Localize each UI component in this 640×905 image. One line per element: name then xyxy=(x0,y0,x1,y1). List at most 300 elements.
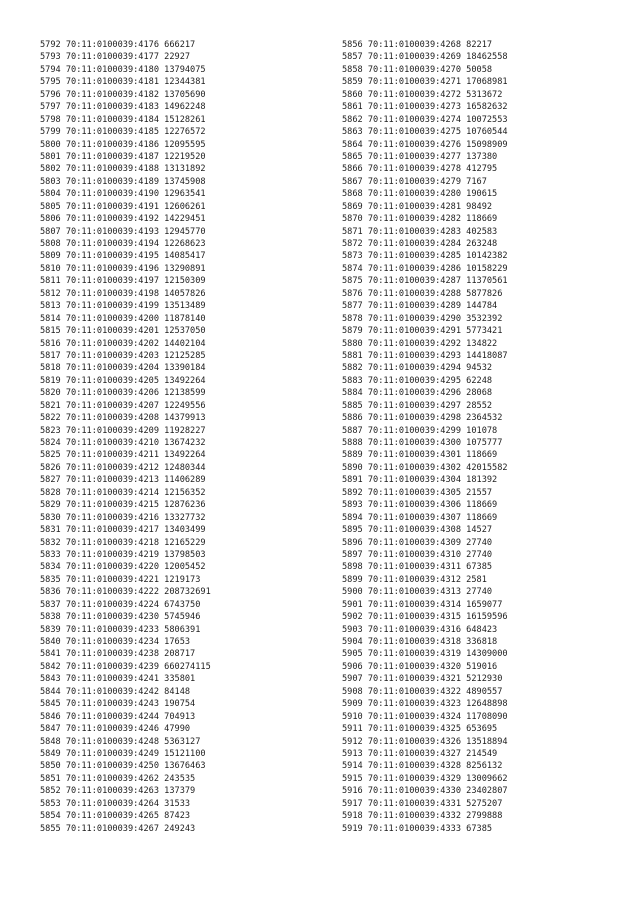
row-value: 190754 xyxy=(164,699,196,710)
cadastral-number: 70:11:0100039:4281 xyxy=(367,201,461,212)
table-row xyxy=(342,474,508,486)
table-row xyxy=(40,412,211,424)
row-index: 5807 xyxy=(40,226,61,237)
row-index: 5878 xyxy=(342,313,363,324)
row-value: 13403499 xyxy=(164,525,206,536)
table-row xyxy=(40,51,211,63)
row-index: 5879 xyxy=(342,326,363,337)
row-index: 5840 xyxy=(40,637,61,647)
cadastral-number: 70:11:0100039:4308 xyxy=(367,525,461,536)
table-row xyxy=(342,586,508,598)
cadastral-number: 70:11:0100039:4213 xyxy=(65,475,159,486)
cadastral-number: 70:11:0100039:4313 xyxy=(367,587,461,598)
row-index: 5857 xyxy=(342,52,363,63)
table-row xyxy=(342,437,508,449)
row-index: 5829 xyxy=(40,500,61,511)
row-index: 5845 xyxy=(40,699,61,710)
table-row xyxy=(40,549,211,561)
row-value: 5363127 xyxy=(164,736,201,747)
table-row xyxy=(342,810,508,822)
row-index: 5915 xyxy=(342,773,363,784)
row-value: 84148 xyxy=(164,686,191,697)
row-value: 11370561 xyxy=(466,276,508,287)
row-value: 13745908 xyxy=(164,176,206,187)
row-index: 5826 xyxy=(40,462,61,473)
cadastral-number: 70:11:0100039:4295 xyxy=(367,375,461,386)
row-value: 7167 xyxy=(466,176,487,187)
row-value: 21557 xyxy=(466,487,493,498)
table-row xyxy=(342,313,508,325)
row-index: 5883 xyxy=(342,375,363,386)
row-index: 5804 xyxy=(40,189,61,200)
row-value: 13390184 xyxy=(164,363,206,374)
cadastral-number: 70:11:0100039:4332 xyxy=(367,811,461,822)
row-value: 12095595 xyxy=(164,139,206,150)
row-index: 5853 xyxy=(40,798,61,809)
cadastral-number: 70:11:0100039:4279 xyxy=(367,176,461,187)
row-index: 5899 xyxy=(342,574,363,585)
row-value: 13518894 xyxy=(466,736,508,747)
table-row xyxy=(342,773,508,785)
table-row xyxy=(40,499,211,511)
table-row xyxy=(40,561,211,573)
table-row xyxy=(40,760,211,772)
cadastral-number: 70:11:0100039:4291 xyxy=(367,326,461,337)
row-value: 15128261 xyxy=(164,114,206,125)
table-row xyxy=(342,188,508,200)
row-index: 5886 xyxy=(342,413,363,424)
row-value: 13794075 xyxy=(164,64,206,75)
row-index: 5835 xyxy=(40,574,61,585)
row-index: 5850 xyxy=(40,761,61,772)
row-value: 648423 xyxy=(466,624,498,635)
cadastral-number: 70:11:0100039:4287 xyxy=(367,276,461,287)
row-value: 5877826 xyxy=(466,288,503,299)
row-index: 5851 xyxy=(40,773,61,784)
row-index: 5916 xyxy=(342,786,363,797)
table-row xyxy=(342,425,508,437)
row-index: 5894 xyxy=(342,512,363,523)
row-value: 5745946 xyxy=(164,612,201,623)
row-index: 5880 xyxy=(342,338,363,349)
row-value: 12276572 xyxy=(164,127,206,138)
cadastral-number: 70:11:0100039:4302 xyxy=(367,462,461,473)
row-index: 5849 xyxy=(40,748,61,759)
table-row xyxy=(342,263,508,275)
row-value: 13513489 xyxy=(164,301,206,312)
row-value: 13131892 xyxy=(164,164,206,175)
row-value: 704913 xyxy=(164,711,196,722)
row-value: 10158229 xyxy=(466,263,508,274)
cadastral-number: 70:11:0100039:4263 xyxy=(65,786,159,797)
cadastral-number: 70:11:0100039:4324 xyxy=(367,711,461,722)
row-value: 118669 xyxy=(466,214,498,225)
row-value: 208717 xyxy=(164,649,196,660)
table-row xyxy=(342,101,508,113)
table-row xyxy=(40,263,211,275)
table-row xyxy=(342,462,508,474)
cadastral-number: 70:11:0100039:4320 xyxy=(367,661,461,672)
row-index: 5858 xyxy=(342,64,363,75)
table-row xyxy=(342,524,508,536)
row-value: 660274115 xyxy=(164,661,211,672)
table-row xyxy=(342,213,508,225)
row-value: 3532392 xyxy=(466,313,503,324)
row-value: 134822 xyxy=(466,338,498,349)
row-value: 31533 xyxy=(164,798,191,809)
cadastral-number: 70:11:0100039:4284 xyxy=(367,239,461,249)
row-value: 13492264 xyxy=(164,450,206,461)
row-index: 5824 xyxy=(40,438,61,448)
row-index: 5903 xyxy=(342,624,363,635)
row-value: 5806391 xyxy=(164,624,201,635)
cadastral-number: 70:11:0100039:4276 xyxy=(367,139,461,150)
cadastral-number: 70:11:0100039:4211 xyxy=(65,450,159,461)
row-index: 5869 xyxy=(342,201,363,212)
row-value: 12150309 xyxy=(164,276,206,287)
row-value: 263248 xyxy=(466,239,498,249)
row-index: 5862 xyxy=(342,114,363,125)
row-index: 5893 xyxy=(342,500,363,511)
table-row xyxy=(342,89,508,101)
cadastral-number: 70:11:0100039:4283 xyxy=(367,226,461,237)
row-index: 5842 xyxy=(40,661,61,672)
table-row xyxy=(40,238,211,250)
row-value: 18462558 xyxy=(466,52,508,63)
row-value: 11406289 xyxy=(164,475,206,486)
row-index: 5846 xyxy=(40,711,61,722)
table-row xyxy=(40,126,211,138)
row-value: 101078 xyxy=(466,425,498,436)
row-index: 5889 xyxy=(342,450,363,461)
row-index: 5871 xyxy=(342,226,363,237)
row-index: 5815 xyxy=(40,326,61,337)
cadastral-number: 70:11:0100039:4180 xyxy=(65,64,159,75)
row-value: 12606261 xyxy=(164,201,206,212)
table-row xyxy=(40,723,211,735)
cadastral-number: 70:11:0100039:4208 xyxy=(65,413,159,424)
cadastral-number: 70:11:0100039:4314 xyxy=(367,599,461,610)
cadastral-number: 70:11:0100039:4277 xyxy=(367,151,461,162)
row-index: 5794 xyxy=(40,64,61,75)
cadastral-number: 70:11:0100039:4333 xyxy=(367,823,461,834)
row-index: 5912 xyxy=(342,736,363,747)
table-row xyxy=(40,537,211,549)
table-row xyxy=(342,748,508,760)
table-row xyxy=(40,512,211,524)
row-value: 47990 xyxy=(164,724,191,735)
table-row xyxy=(40,362,211,374)
row-value: 1659077 xyxy=(466,599,503,610)
table-row xyxy=(342,325,508,337)
row-index: 5866 xyxy=(342,164,363,175)
cadastral-number: 70:11:0100039:4264 xyxy=(65,798,159,809)
row-value: 13798503 xyxy=(164,549,206,560)
cadastral-number: 70:11:0100039:4241 xyxy=(65,674,159,685)
row-index: 5890 xyxy=(342,462,363,473)
table-row xyxy=(342,499,508,511)
table-row xyxy=(342,126,508,138)
row-value: 27740 xyxy=(466,537,493,548)
row-index: 5795 xyxy=(40,77,61,88)
row-index: 5833 xyxy=(40,549,61,560)
table-row xyxy=(40,400,211,412)
row-index: 5911 xyxy=(342,724,363,735)
row-index: 5834 xyxy=(40,562,61,573)
cadastral-number: 70:11:0100039:4323 xyxy=(367,699,461,710)
cadastral-number: 70:11:0100039:4267 xyxy=(65,823,159,834)
cadastral-number: 70:11:0100039:4319 xyxy=(367,649,461,660)
table-row xyxy=(342,176,508,188)
row-value: 2581 xyxy=(466,574,487,585)
table-row xyxy=(342,64,508,76)
table-row xyxy=(342,51,508,63)
cadastral-number: 70:11:0100039:4177 xyxy=(65,52,159,63)
table-row xyxy=(40,375,211,387)
row-index: 5898 xyxy=(342,562,363,573)
cadastral-number: 70:11:0100039:4201 xyxy=(65,326,159,337)
cadastral-number: 70:11:0100039:4249 xyxy=(65,748,159,759)
cadastral-number: 70:11:0100039:4182 xyxy=(65,89,159,100)
cadastral-number: 70:11:0100039:4312 xyxy=(367,574,461,585)
row-value: 50058 xyxy=(466,64,493,75)
row-index: 5881 xyxy=(342,350,363,361)
cadastral-number: 70:11:0100039:4273 xyxy=(367,102,461,113)
row-index: 5802 xyxy=(40,164,61,175)
row-value: 4890557 xyxy=(466,686,503,697)
row-index: 5891 xyxy=(342,475,363,486)
row-index: 5868 xyxy=(342,189,363,200)
cadastral-number: 70:11:0100039:4212 xyxy=(65,462,159,473)
left-column xyxy=(40,39,211,835)
cadastral-number: 70:11:0100039:4294 xyxy=(367,363,461,374)
row-value: 10760544 xyxy=(466,127,508,138)
row-index: 5872 xyxy=(342,239,363,249)
row-value: 15121100 xyxy=(164,748,206,759)
row-value: 14418087 xyxy=(466,350,508,361)
cadastral-number: 70:11:0100039:4274 xyxy=(367,114,461,125)
table-row xyxy=(342,648,508,660)
cadastral-number: 70:11:0100039:4315 xyxy=(367,612,461,623)
row-index: 5830 xyxy=(40,512,61,523)
row-value: 12963541 xyxy=(164,189,206,200)
row-index: 5854 xyxy=(40,811,61,822)
table-row xyxy=(342,201,508,213)
cadastral-number: 70:11:0100039:4221 xyxy=(65,574,159,585)
table-row xyxy=(40,39,211,51)
row-value: 137380 xyxy=(466,151,498,162)
table-row xyxy=(342,151,508,163)
table-row xyxy=(40,76,211,88)
table-row xyxy=(40,350,211,362)
cadastral-number: 70:11:0100039:4307 xyxy=(367,512,461,523)
cadastral-number: 70:11:0100039:4217 xyxy=(65,525,159,536)
table-row xyxy=(40,163,211,175)
row-index: 5861 xyxy=(342,102,363,113)
table-row xyxy=(342,114,508,126)
cadastral-number: 70:11:0100039:4248 xyxy=(65,736,159,747)
cadastral-number: 70:11:0100039:4246 xyxy=(65,724,159,735)
table-row xyxy=(40,226,211,238)
row-value: 14309000 xyxy=(466,649,508,660)
table-row xyxy=(342,798,508,810)
row-value: 12344381 xyxy=(164,77,206,88)
row-index: 5902 xyxy=(342,612,363,623)
cadastral-number: 70:11:0100039:4321 xyxy=(367,674,461,685)
table-row xyxy=(342,375,508,387)
row-index: 5841 xyxy=(40,649,61,660)
row-index: 5875 xyxy=(342,276,363,287)
cadastral-number: 70:11:0100039:4176 xyxy=(65,40,159,50)
row-index: 5855 xyxy=(40,823,61,834)
table-row xyxy=(40,338,211,350)
row-index: 5839 xyxy=(40,624,61,635)
right-column xyxy=(342,39,508,835)
table-row xyxy=(342,350,508,362)
table-row xyxy=(40,574,211,586)
table-row xyxy=(342,661,508,673)
cadastral-number: 70:11:0100039:4322 xyxy=(367,686,461,697)
cadastral-number: 70:11:0100039:4289 xyxy=(367,301,461,312)
cadastral-number: 70:11:0100039:4191 xyxy=(65,201,159,212)
cadastral-number: 70:11:0100039:4215 xyxy=(65,500,159,511)
cadastral-number: 70:11:0100039:4220 xyxy=(65,562,159,573)
cadastral-number: 70:11:0100039:4331 xyxy=(367,798,461,809)
cadastral-number: 70:11:0100039:4184 xyxy=(65,114,159,125)
table-row xyxy=(40,711,211,723)
cadastral-number: 70:11:0100039:4185 xyxy=(65,127,159,138)
table-row xyxy=(40,624,211,636)
table-row xyxy=(40,487,211,499)
table-row xyxy=(40,250,211,262)
row-value: 5313672 xyxy=(466,89,503,100)
row-value: 12156352 xyxy=(164,487,206,498)
row-index: 5813 xyxy=(40,301,61,312)
row-value: 13290891 xyxy=(164,263,206,274)
row-index: 5820 xyxy=(40,388,61,399)
cadastral-number: 70:11:0100039:4297 xyxy=(367,400,461,411)
row-index: 5874 xyxy=(342,263,363,274)
cadastral-number: 70:11:0100039:4189 xyxy=(65,176,159,187)
table-row xyxy=(342,163,508,175)
row-value: 14402104 xyxy=(164,338,206,349)
row-value: 5275207 xyxy=(466,798,503,809)
row-value: 12537050 xyxy=(164,326,206,337)
row-value: 12480344 xyxy=(164,462,206,473)
row-index: 5837 xyxy=(40,599,61,610)
table-row xyxy=(342,226,508,238)
cadastral-number: 70:11:0100039:4327 xyxy=(367,748,461,759)
cadastral-number: 70:11:0100039:4301 xyxy=(367,450,461,461)
row-index: 5882 xyxy=(342,363,363,374)
cadastral-number: 70:11:0100039:4181 xyxy=(65,77,159,88)
row-index: 5876 xyxy=(342,288,363,299)
row-index: 5819 xyxy=(40,375,61,386)
table-row xyxy=(40,785,211,797)
row-value: 13327732 xyxy=(164,512,206,523)
cadastral-number: 70:11:0100039:4214 xyxy=(65,487,159,498)
row-value: 249243 xyxy=(164,823,196,834)
cadastral-number: 70:11:0100039:4316 xyxy=(367,624,461,635)
table-row xyxy=(40,673,211,685)
row-index: 5838 xyxy=(40,612,61,623)
cadastral-number: 70:11:0100039:4192 xyxy=(65,214,159,225)
table-row xyxy=(40,698,211,710)
table-row xyxy=(40,325,211,337)
table-row xyxy=(342,611,508,623)
row-index: 5796 xyxy=(40,89,61,100)
row-index: 5823 xyxy=(40,425,61,436)
row-value: 137379 xyxy=(164,786,196,797)
table-row xyxy=(342,412,508,424)
cadastral-number: 70:11:0100039:4207 xyxy=(65,400,159,411)
table-row xyxy=(342,698,508,710)
row-index: 5887 xyxy=(342,425,363,436)
cadastral-number: 70:11:0100039:4269 xyxy=(367,52,461,63)
row-index: 5843 xyxy=(40,674,61,685)
row-index: 5873 xyxy=(342,251,363,262)
cadastral-number: 70:11:0100039:4286 xyxy=(367,263,461,274)
cadastral-number: 70:11:0100039:4195 xyxy=(65,251,159,262)
row-value: 402583 xyxy=(466,226,498,237)
cadastral-number: 70:11:0100039:4194 xyxy=(65,239,159,249)
cadastral-number: 70:11:0100039:4262 xyxy=(65,773,159,784)
row-index: 5865 xyxy=(342,151,363,162)
row-index: 5816 xyxy=(40,338,61,349)
table-row xyxy=(40,213,211,225)
table-row xyxy=(342,636,508,648)
row-value: 6743750 xyxy=(164,599,201,610)
cadastral-number: 70:11:0100039:4330 xyxy=(367,786,461,797)
cadastral-number: 70:11:0100039:4197 xyxy=(65,276,159,287)
cadastral-number: 70:11:0100039:4293 xyxy=(367,350,461,361)
row-index: 5909 xyxy=(342,699,363,710)
row-index: 5867 xyxy=(342,176,363,187)
row-index: 5892 xyxy=(342,487,363,498)
row-value: 5773421 xyxy=(466,326,503,337)
cadastral-number: 70:11:0100039:4298 xyxy=(367,413,461,424)
cadastral-number: 70:11:0100039:4239 xyxy=(65,661,159,672)
row-value: 12648898 xyxy=(466,699,508,710)
row-index: 5856 xyxy=(342,40,363,50)
row-index: 5870 xyxy=(342,214,363,225)
row-value: 22927 xyxy=(164,52,191,63)
row-value: 118669 xyxy=(466,450,498,461)
cadastral-number: 70:11:0100039:4325 xyxy=(367,724,461,735)
table-row xyxy=(40,736,211,748)
row-index: 5817 xyxy=(40,350,61,361)
row-index: 5904 xyxy=(342,637,363,647)
row-value: 27740 xyxy=(466,549,493,560)
row-index: 5863 xyxy=(342,127,363,138)
row-value: 11928227 xyxy=(164,425,206,436)
cadastral-number: 70:11:0100039:4250 xyxy=(65,761,159,772)
row-index: 5799 xyxy=(40,127,61,138)
cadastral-number: 70:11:0100039:4278 xyxy=(367,164,461,175)
table-row xyxy=(40,275,211,287)
row-index: 5805 xyxy=(40,201,61,212)
row-value: 12138599 xyxy=(164,388,206,399)
table-row xyxy=(342,561,508,573)
row-value: 519016 xyxy=(466,661,498,672)
row-index: 5860 xyxy=(342,89,363,100)
row-index: 5793 xyxy=(40,52,61,63)
table-row xyxy=(342,512,508,524)
cadastral-number: 70:11:0100039:4209 xyxy=(65,425,159,436)
row-value: 94532 xyxy=(466,363,493,374)
row-index: 5810 xyxy=(40,263,61,274)
row-index: 5852 xyxy=(40,786,61,797)
